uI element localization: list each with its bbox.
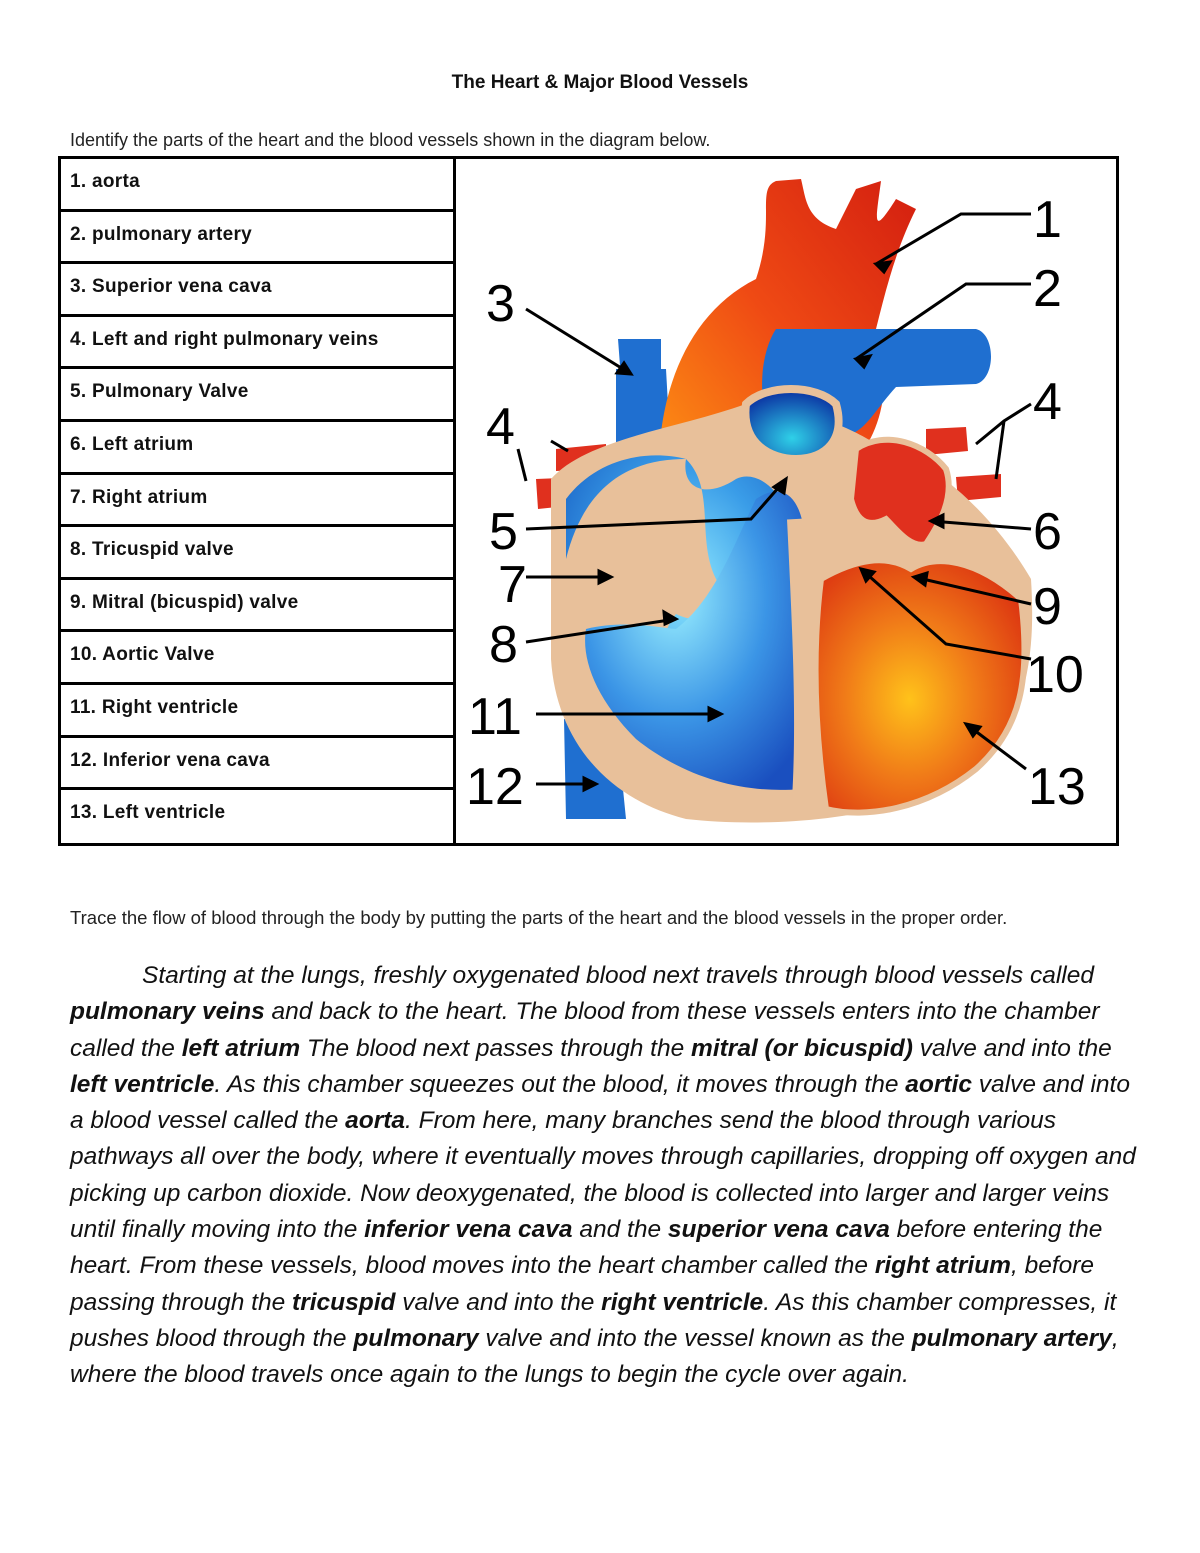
label-row: 4. Left and right pulmonary veins bbox=[61, 317, 453, 370]
diagram-table bbox=[58, 156, 1119, 846]
heart-illustration bbox=[456, 159, 1116, 843]
paragraph-text: , before passing through the bbox=[70, 1252, 1095, 1316]
bold-term: aorta bbox=[345, 1107, 406, 1135]
diagram-number: 13 bbox=[1028, 758, 1086, 816]
paragraph-text: . As this chamber squeezes out the blood, it moves through the bbox=[214, 1070, 906, 1098]
paragraph-text: and the bbox=[572, 1216, 668, 1244]
septum-shape bbox=[796, 519, 803, 799]
bold-term: pulmonary artery bbox=[911, 1324, 1112, 1352]
bold-term: mitral (or bicuspid) bbox=[691, 1034, 913, 1062]
label-row: 5. Pulmonary Valve bbox=[61, 369, 453, 422]
label-row: 13. Left ventricle bbox=[70, 802, 226, 824]
bold-term: pulmonary veins bbox=[70, 998, 265, 1026]
paragraph-text: before entering the heart. From these vessels, blood moves into the heart chamber called the bbox=[70, 1216, 1103, 1280]
bold-term: pulmonary bbox=[353, 1324, 479, 1352]
label-row: 3. Superior vena cava bbox=[61, 264, 453, 317]
pulmonary-valve-shape bbox=[745, 389, 838, 459]
paragraph-text: and back to the heart. The blood from these vessels enters into the chamber called the bbox=[70, 998, 1100, 1062]
diagram-number: 4 bbox=[1033, 373, 1062, 431]
paragraph-text: valve and into the bbox=[912, 1034, 1112, 1062]
diagram-number: 5 bbox=[489, 503, 518, 561]
diagram-number: 3 bbox=[486, 275, 515, 333]
bold-term: right ventricle bbox=[601, 1288, 764, 1316]
label-row: 10. Aortic Valve bbox=[61, 632, 453, 685]
diagram-number: 1 bbox=[1033, 191, 1062, 249]
diagram-number: 11 bbox=[468, 688, 522, 746]
label-row: 6. Left atrium bbox=[61, 422, 453, 475]
paragraph-body bbox=[70, 962, 1136, 1388]
paragraph-text: The blood next passes through the bbox=[300, 1034, 692, 1062]
bold-term: left ventricle bbox=[70, 1070, 215, 1098]
diagram-number: 2 bbox=[1033, 260, 1062, 318]
label-row: 1. aorta bbox=[61, 159, 453, 212]
paragraph-text: . From here, many branches send the blood through various pathways all over the body, where it eventually moves through capillaries, dropping off oxygen and picking up carbon dioxide. Now deoxygenated, the blood is collected into larger and larger veins until finally moving into the bbox=[70, 1107, 1136, 1244]
paragraph-text: . As this chamber compresses, it pushes blood through the bbox=[70, 1288, 1117, 1352]
label-row: 8. Tricuspid valve bbox=[61, 527, 453, 580]
bold-term: right atrium bbox=[874, 1252, 1011, 1280]
page-title: The Heart & Major Blood Vessels bbox=[451, 72, 749, 93]
heart-diagram bbox=[456, 159, 1116, 843]
diagram-number: 6 bbox=[1033, 503, 1062, 561]
bold-term: tricuspid bbox=[292, 1288, 396, 1316]
diagram-number: 7 bbox=[498, 556, 527, 614]
paragraph-text: valve and into a blood vessel called the bbox=[70, 1070, 1130, 1135]
label-row: 9. Mitral (bicuspid) valve bbox=[61, 580, 453, 633]
paragraph-text: valve and into the vessel known as the bbox=[478, 1324, 912, 1352]
heart-shapes bbox=[536, 179, 1032, 822]
left-ventricle-shape bbox=[816, 560, 1025, 812]
paragraph-text: valve and into the bbox=[395, 1288, 602, 1316]
label-row: 12. Inferior vena cava bbox=[61, 738, 453, 791]
diagram-number: 12 bbox=[466, 758, 524, 816]
instruction-text: Identify the parts of the heart and the blood vessels shown in the diagram below. bbox=[70, 130, 711, 150]
paragraph-text: , where the blood travels once again to the lungs to begin the cycle over again. bbox=[70, 1324, 1119, 1389]
bold-term: superior vena cava bbox=[667, 1216, 890, 1244]
label-row: 11. Right ventricle bbox=[61, 685, 453, 738]
blood-flow-paragraph bbox=[70, 958, 1145, 1394]
bold-term: left atrium bbox=[181, 1034, 301, 1062]
label-row: 7. Right atrium bbox=[61, 475, 453, 528]
diagram-number: 9 bbox=[1033, 578, 1062, 636]
diagram-number: 10 bbox=[1026, 646, 1084, 704]
bold-term: inferior vena cava bbox=[364, 1216, 573, 1244]
paragraph-text: Starting at the lungs, freshly oxygenated blood next travels through blood vessels called bbox=[142, 962, 1094, 989]
label-list bbox=[61, 159, 456, 843]
trace-instruction: Trace the flow of blood through the body by putting the parts of the heart and the blood vessels in the proper order. bbox=[70, 907, 1008, 928]
diagram-number: 8 bbox=[489, 616, 518, 674]
bold-term: aortic bbox=[905, 1070, 972, 1098]
label-row: 2. pulmonary artery bbox=[61, 212, 453, 265]
diagram-number: 4 bbox=[486, 398, 515, 456]
